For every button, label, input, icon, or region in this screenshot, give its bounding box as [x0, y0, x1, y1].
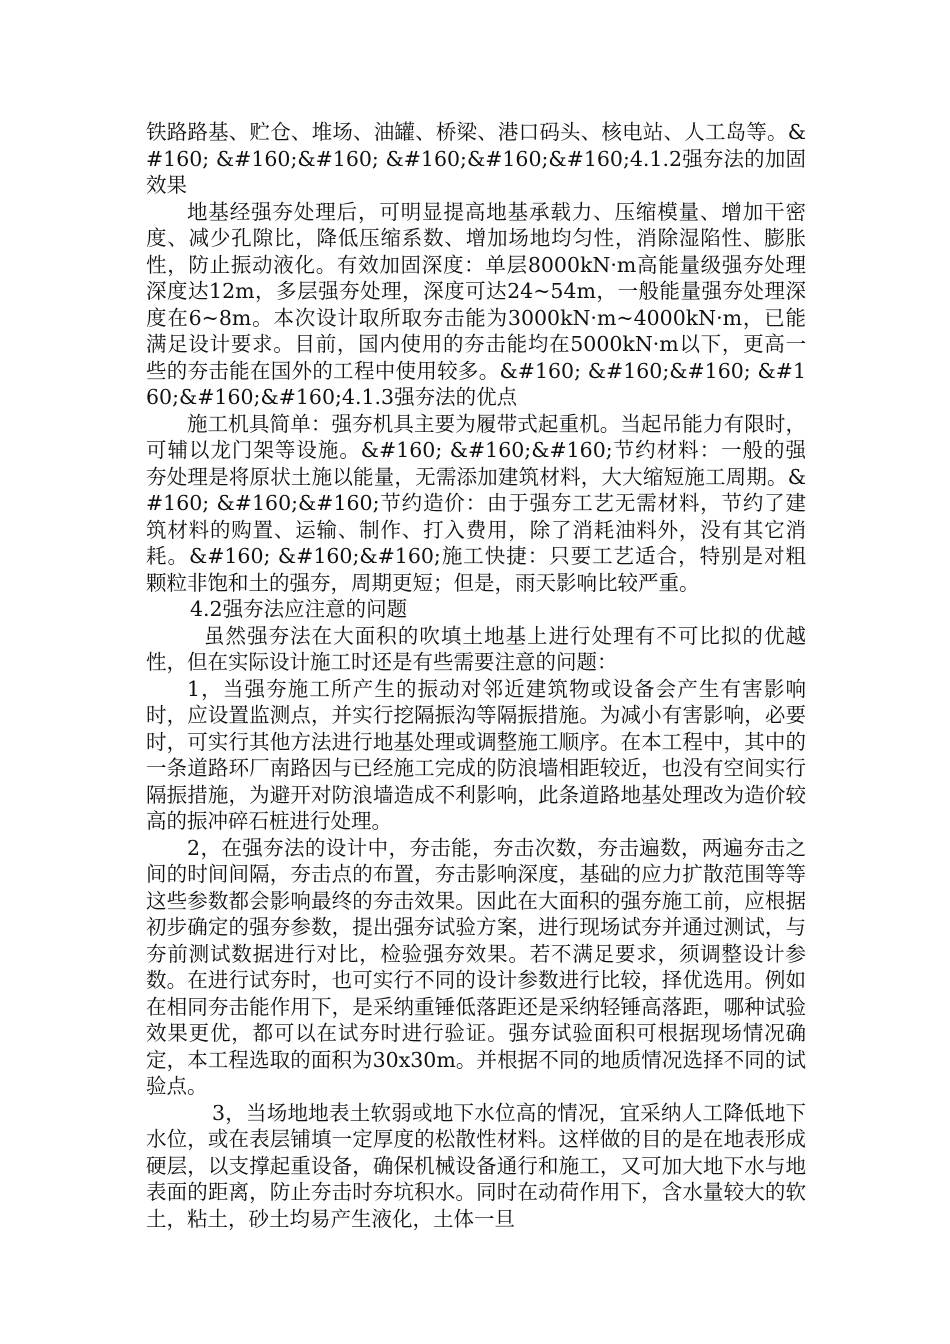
document-page — [146, 119, 806, 1232]
paragraph-6: 2，在强夯法的设计中，夯击能，夯击次数，夯击遍数，两遍夯击之间的时间间隔，夯击点的布置，夯击影响深度，基础的应力扩散范围等等这些参数都会影响最终的夯击效果。因此在大面积的强夯施工前，应根据初步确定的强夯参数，提出强夯试验方案，进行现场试夯并通过测试，与夯前测试数据进行对比，检验强夯效果。若不满足要求，须调整设计参数。在进行试夯时，也可实行不同的设计参数进行比较，择优选用。例如在相同夯击能作用下，是采纳重锤低落距还是采纳轻锤高落距，哪种试验效果更优，都可以在试夯时进行验证。强夯试验面积可根据现场情况确定，本工程选取的面积为30x30m。并根据不同的地质情况选择不同的试验点。 — [146, 835, 806, 1098]
paragraph-1: 铁路路基、贮仓、堆场、油罐、桥梁、港口码头、核电站、人工岛等。&#160; &#160;&#160; &#160;&#160;&#160;4.1.2强夯法的加固效果 — [146, 120, 806, 197]
paragraph-3: 施工机具简单：强夯机具主要为履带式起重机。当起吊能力有限时，可辅以龙门架等设施。&#160; &#160;&#160;节约材料：一般的强夯处理是将原状土施以能量，无需添加建筑材料，大大缩短施工周期。&#160; &#160;&#160;节约造价：由于强夯工艺无需材料，节约了建筑材料的购置、运输、制作、打入费用，除了消耗油料外，没有其它消耗。&#160; &#160;&#160;施工快捷：只要工艺适合，特别是对粗颗粒非饱和土的强夯，周期更短；但是，雨天影响比较严重。 — [146, 411, 806, 595]
paragraph-4: 虽然强夯法在大面积的吹填土地基上进行处理有不可比拟的优越性，但在实际设计施工时还是有些需要注意的问题： — [146, 623, 806, 674]
paragraph-7: 3，当场地地表土软弱或地下水位高的情况，宜采纳人工降低地下水位，或在表层铺填一定厚度的松散性材料。这样做的目的是在地表形成硬层，以支撑起重设备，确保机械设备通行和施工，又可加大地下水与地表面的距离，防止夯击时夯坑积水。同时在动荷作用下，含水量较大的软土，粘土，砂土均易产生液化，土体一旦 — [146, 1100, 806, 1231]
section-heading-4-2: 4.2强夯法应注意的问题 — [190, 597, 408, 621]
paragraph-2: 地基经强夯处理后，可明显提高地基承载力、压缩模量、增加干密度、减少孔隙比，降低压缩系数、增加场地均匀性，消除湿陷性、膨胀性，防止振动液化。有效加固深度：单层8000kN·m高能量级强夯处理深度达12m，多层强夯处理，深度可达24~54m，一般能量强夯处理深度在6~8m。本次设计取所取夯击能为3000kN·m~4000kN·m，已能满足设计要求。目前，国内使用的夯击能均在5000kN·m以下，更高一些的夯击能在国外的工程中使用较多。&#160; &#160;&#160; &#160;&#160;&#160;4.1.3强夯法的优点 — [146, 199, 806, 409]
paragraph-5: 1，当强夯施工所产生的振动对邻近建筑物或设备会产生有害影响时，应设置监测点，并实行挖隔振沟等隔振措施。为减小有害影响，必要时，可实行其他方法进行地基处理或调整施工顺序。在本工程中，其中的一条道路环厂南路因与已经施工完成的防浪墙相距较近，也没有空间实行隔振措施，为避开对防浪墙造成不利影响，此条道路地基处理改为造价较高的振冲碎石桩进行处理。 — [146, 676, 806, 833]
